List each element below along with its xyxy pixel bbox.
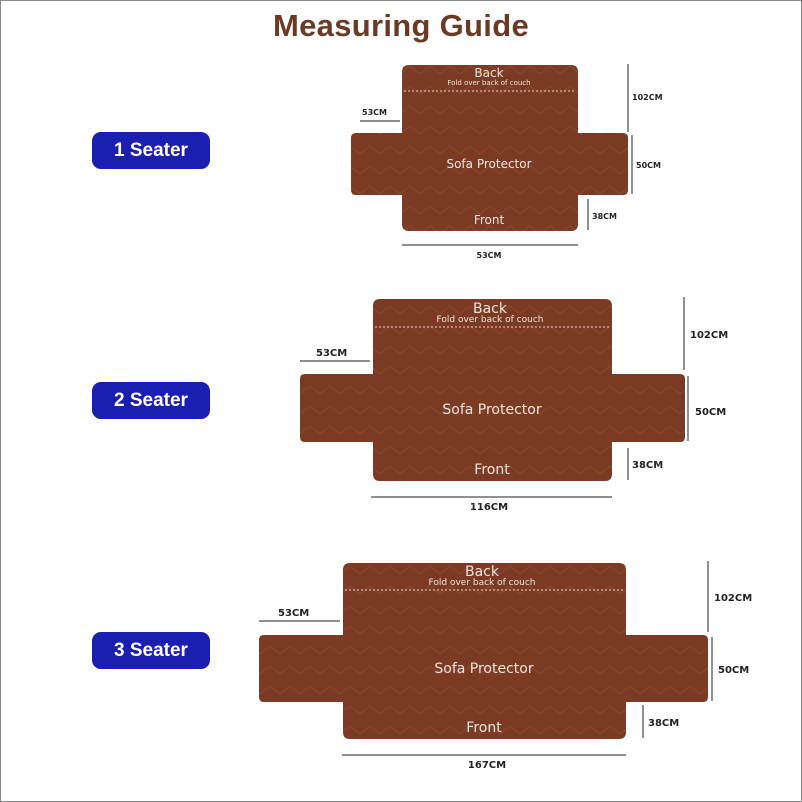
front-drop-dimension: 38CM — [592, 212, 617, 221]
seat-depth-dimension: 50CM — [695, 407, 727, 418]
width-dimension: 167CM — [467, 760, 507, 771]
cover-diagram-2-seater — [300, 297, 728, 513]
width-dimension: 53CM — [476, 251, 502, 260]
arm-width-dimension: 53CM — [362, 108, 387, 117]
back-height-dimension: 102CM — [632, 93, 663, 102]
front-drop-dimension: 38CM — [632, 460, 664, 471]
fold-label: Fold over back of couch — [428, 578, 536, 588]
back-label: Back — [473, 301, 507, 317]
front-label: Front — [473, 213, 505, 227]
seat-depth-dimension: 50CM — [636, 161, 661, 170]
cover-shape — [300, 299, 685, 481]
seater-badge-1: 1 Seater — [92, 132, 210, 169]
front-label: Front — [466, 720, 502, 736]
back-label: Back — [465, 564, 499, 580]
seater-badge-2: 2 Seater — [92, 382, 210, 419]
arm-width-dimension: 53CM — [316, 348, 348, 359]
front-label: Front — [474, 462, 510, 478]
arm-width-dimension: 53CM — [278, 608, 310, 619]
cover-diagram-3-seater — [259, 561, 752, 771]
cover-diagram-1-seater — [351, 64, 663, 260]
sofa-protector-label: Sofa Protector — [446, 157, 532, 171]
fold-label: Fold over back of couch — [447, 79, 531, 87]
back-height-dimension: 102CM — [690, 330, 729, 341]
cover-shape — [351, 65, 628, 231]
width-dimension: 116CM — [469, 502, 509, 513]
back-height-dimension: 102CM — [714, 593, 753, 604]
sofa-protector-label: Sofa Protector — [434, 661, 534, 677]
page-title: Measuring Guide — [273, 8, 529, 43]
sofa-protector-label: Sofa Protector — [442, 402, 542, 418]
fold-label: Fold over back of couch — [436, 315, 544, 325]
seat-depth-dimension: 50CM — [718, 665, 750, 676]
cover-shape — [259, 563, 708, 739]
front-drop-dimension: 38CM — [648, 718, 680, 729]
seater-badge-3: 3 Seater — [92, 632, 210, 669]
back-label: Back — [474, 66, 504, 80]
